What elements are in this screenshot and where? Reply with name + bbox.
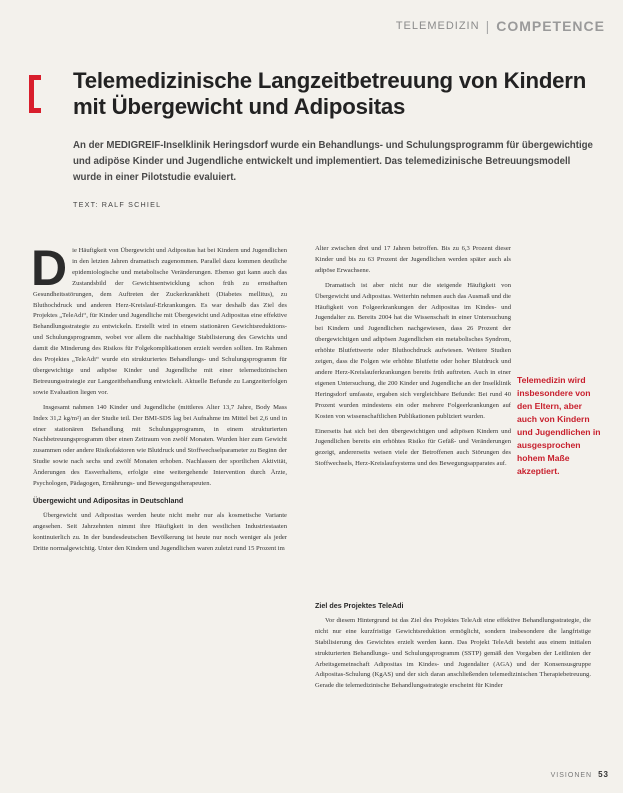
pull-quote: Telemedizin wird insbesondere von den Eltern, aber auch von Kindern und Jugendlichen in ausgesprochen hohem Maße akzeptiert.: [517, 375, 601, 476]
article-lead: An der MEDIGREIF-Inselklinik Heringsdorf wurde ein Behandlungs- und Schulungsprogramm für übergewichtige und adipöse Kinder und Jugendliche entwickelt und implementiert. Das telemedizinische Betreuungsmodell wurde in einer Pilotstudie evaluiert.: [73, 140, 593, 183]
red-bracket-accent: [29, 75, 41, 113]
paragraph: Alter zwischen drei und 17 Jahren betroffen. Bis zu 6,3 Prozent dieser Kinder und bis zu 63 Prozent der Jugendlichen werden später auch als adipöse Erwachsene.: [315, 245, 511, 274]
section-label: TELEMEDIZIN: [395, 20, 480, 32]
page-number: 53: [598, 770, 609, 779]
paragraph: Vor diesem Hintergrund ist das Ziel des Projektes TeleAdi eine effektive Behandlungsstrategie, die nicht nur eine kurzfristige Gewichtsreduktion ermöglicht, sondern insbesondere die langfristige Stabilisierung des Gewichtes erzielt werden kann. Das Projekt TeleAdi besteht aus einem initialen strukturierten Behandlungs- und Schulungsprogramm (SSTP) gemäß den Vorgaben der Leitlinien der Arbeitsgemeinschaft Adipositas im Kindes- und Jugendalter (AGA) und der Konsensusgruppe Adipositas-Schulung (KgAS) und der sich daran anschließenden telemedizinischen Therapiebetreuung. Gerade die telemedizinische Behandlungsstrategie erscheint für Kinder: [315, 616, 591, 690]
header-separator: |: [485, 18, 491, 34]
subheading: Ziel des Projektes TeleAdi: [315, 601, 404, 610]
publication-name: VISIONEN: [550, 772, 593, 779]
article-title: Telemedizinische Langzeitbetreuung von Kindern mit Übergewicht und Adipositas: [73, 68, 587, 119]
paragraph: Übergewicht und Adipositas werden heute nicht mehr nur als kosmetische Variante angesehen. Seit Jahrzehnten nimmt ihre Häufigkeit in den westlichen Industriestaaten kontinuierlich zu. In der bundesdeutschen Bevölkerung ist heute nur noch weniger als jeder Dritte normalgewichtig. Unter den Kindern und Jugendlichen waren zuletzt rund 15 Prozent im: [33, 511, 287, 552]
paragraph: [31, 240, 287, 399]
byline: TEXT: RALF SCHIEL: [73, 200, 162, 209]
paragraph: Dramatisch ist aber nicht nur die steigende Häufigkeit von Übergewicht und Adipositas. Weiterhin nehmen auch das Ausmaß und die Häufigkeit von Folgeerkrankungen der Adipositas im Kindes- und Jugendalter zu. Bereits 2004 hat die Wissenschaft in einer Untersuchung bei Kindern und Jugendlichen nachgewiesen, dass 26 Prozent der übergewichtigen und adipösen Jugendlichen ein metabolisches Syndrom, erhöhte Blutfettwerte oder Bluthochdruck aufwiesen. Weitere Studien zeigen, dass die Folgen wie erhöhte Blutfette oder hoher Blutdruck und andere Herz-Kreislauferkrankungen bereits früh auftreten. Auch in einer eigenen Untersuchung, die 200 Kinder und Jugendliche an der Inselklinik Heringsdorf umfasste, ergaben sich vergleichbare Befunde: Bei rund 40 Prozent wurden mindestens ein oder mehrere Folgeerkrankungen auf Kosten von wissenschaftlichen Publikationen publiziert wurden.: [315, 281, 511, 420]
section-header: [396, 18, 605, 34]
column-right-top: [315, 244, 511, 474]
drop-cap: D: [31, 240, 68, 296]
page-footer: [551, 770, 609, 779]
category-label: COMPETENCE: [496, 18, 605, 34]
paragraph: Einerseits hat sich bei den übergewichtigen und adipösen Kindern und Jugendlichen bereits ein erhöhtes Risiko für Gefäß- und Veränderungen gezeigt, andererseits weisen viele der Betroffenen auch Störungen des Stoffwechsels, Herz-Kreislaufsystems und des Bewegungsapparates auf.: [315, 427, 511, 468]
paragraph-text: ie Häufigkeit von Übergewicht und Adipositas hat bei Kindern und Jugendlichen in den letzten Jahren dramatisch zugenommen. Parallel dazu kommen deutliche epidemiologische und metabolische Veränderungen. Ebenso gut kann auch das Zustandsbild der Gewichtsentwicklung schon früh zu ernsthaften Gesundheitsstörungen, dem Auftreten der Zuckerkrankheit (Diabetes mellitus), zu Bluthochdruck und anderen Herz-Kreislauf-Erkrankungen. Es war deshalb das Ziel des Projektes „TeleAdi“, für Kinder und Jugendliche mit Übergewicht und Adipositas eine effektive Behandlungsstrategie zu entwickeln. Erstellt wird in einem stationären Gewichtsreduktions- und Schulungsprogramm, wobei vor allem die nachhaltige Stabilisierung des Gewichts und damit die Minderung des Risikos für Folgekomplikationen erzielt werden sollten. Im Rahmen des Projektes „TeleAdi“ wurde ein strukturiertes Behandlungs- und Schulungsprogramm für übergewichtige und adipöse Kinder und Jugendliche mit einer telemedizinischen Betreuungsstrategie zur Langzeitbehandlung entwickelt. Aktuelle Befunde zu Langzeiterfolgen sowie Evaluation liegen vor.: [33, 247, 287, 396]
column-left: [31, 240, 287, 558]
column-right-bottom: [315, 595, 591, 696]
subheading: Übergewicht und Adipositas in Deutschland: [33, 495, 184, 505]
paragraph: Insgesamt nahmen 140 Kinder und Jugendliche (mittleres Alter 13,7 Jahre, Body Mass Index 31,2 kg/m²) an der Studie teil. Der BMI-SDS lag bei Aufnahme im Mittel bei 2,6 und in einer stationären Behandlung mit Schulungsprogramm, in einem strukturierten Nachbetreuungsprogramm über einen Zeitraum von zwölf Monaten. Wurden hier zum Gewicht zusammen oder andere Risikofaktoren wie Blutdruck und Stoffwechselparameter zu Beginn der Studie sowie nach sechs und zwölf Monaten erhoben. Nachlassen der sportlichen Aktivität, Änderungen des Essverhaltens, erfolgte eine weitergehende Intervention durch Ärzte, Psychologen, Pädagogen, Ernährungs- und Bewegungstherapeuten.: [33, 403, 287, 488]
